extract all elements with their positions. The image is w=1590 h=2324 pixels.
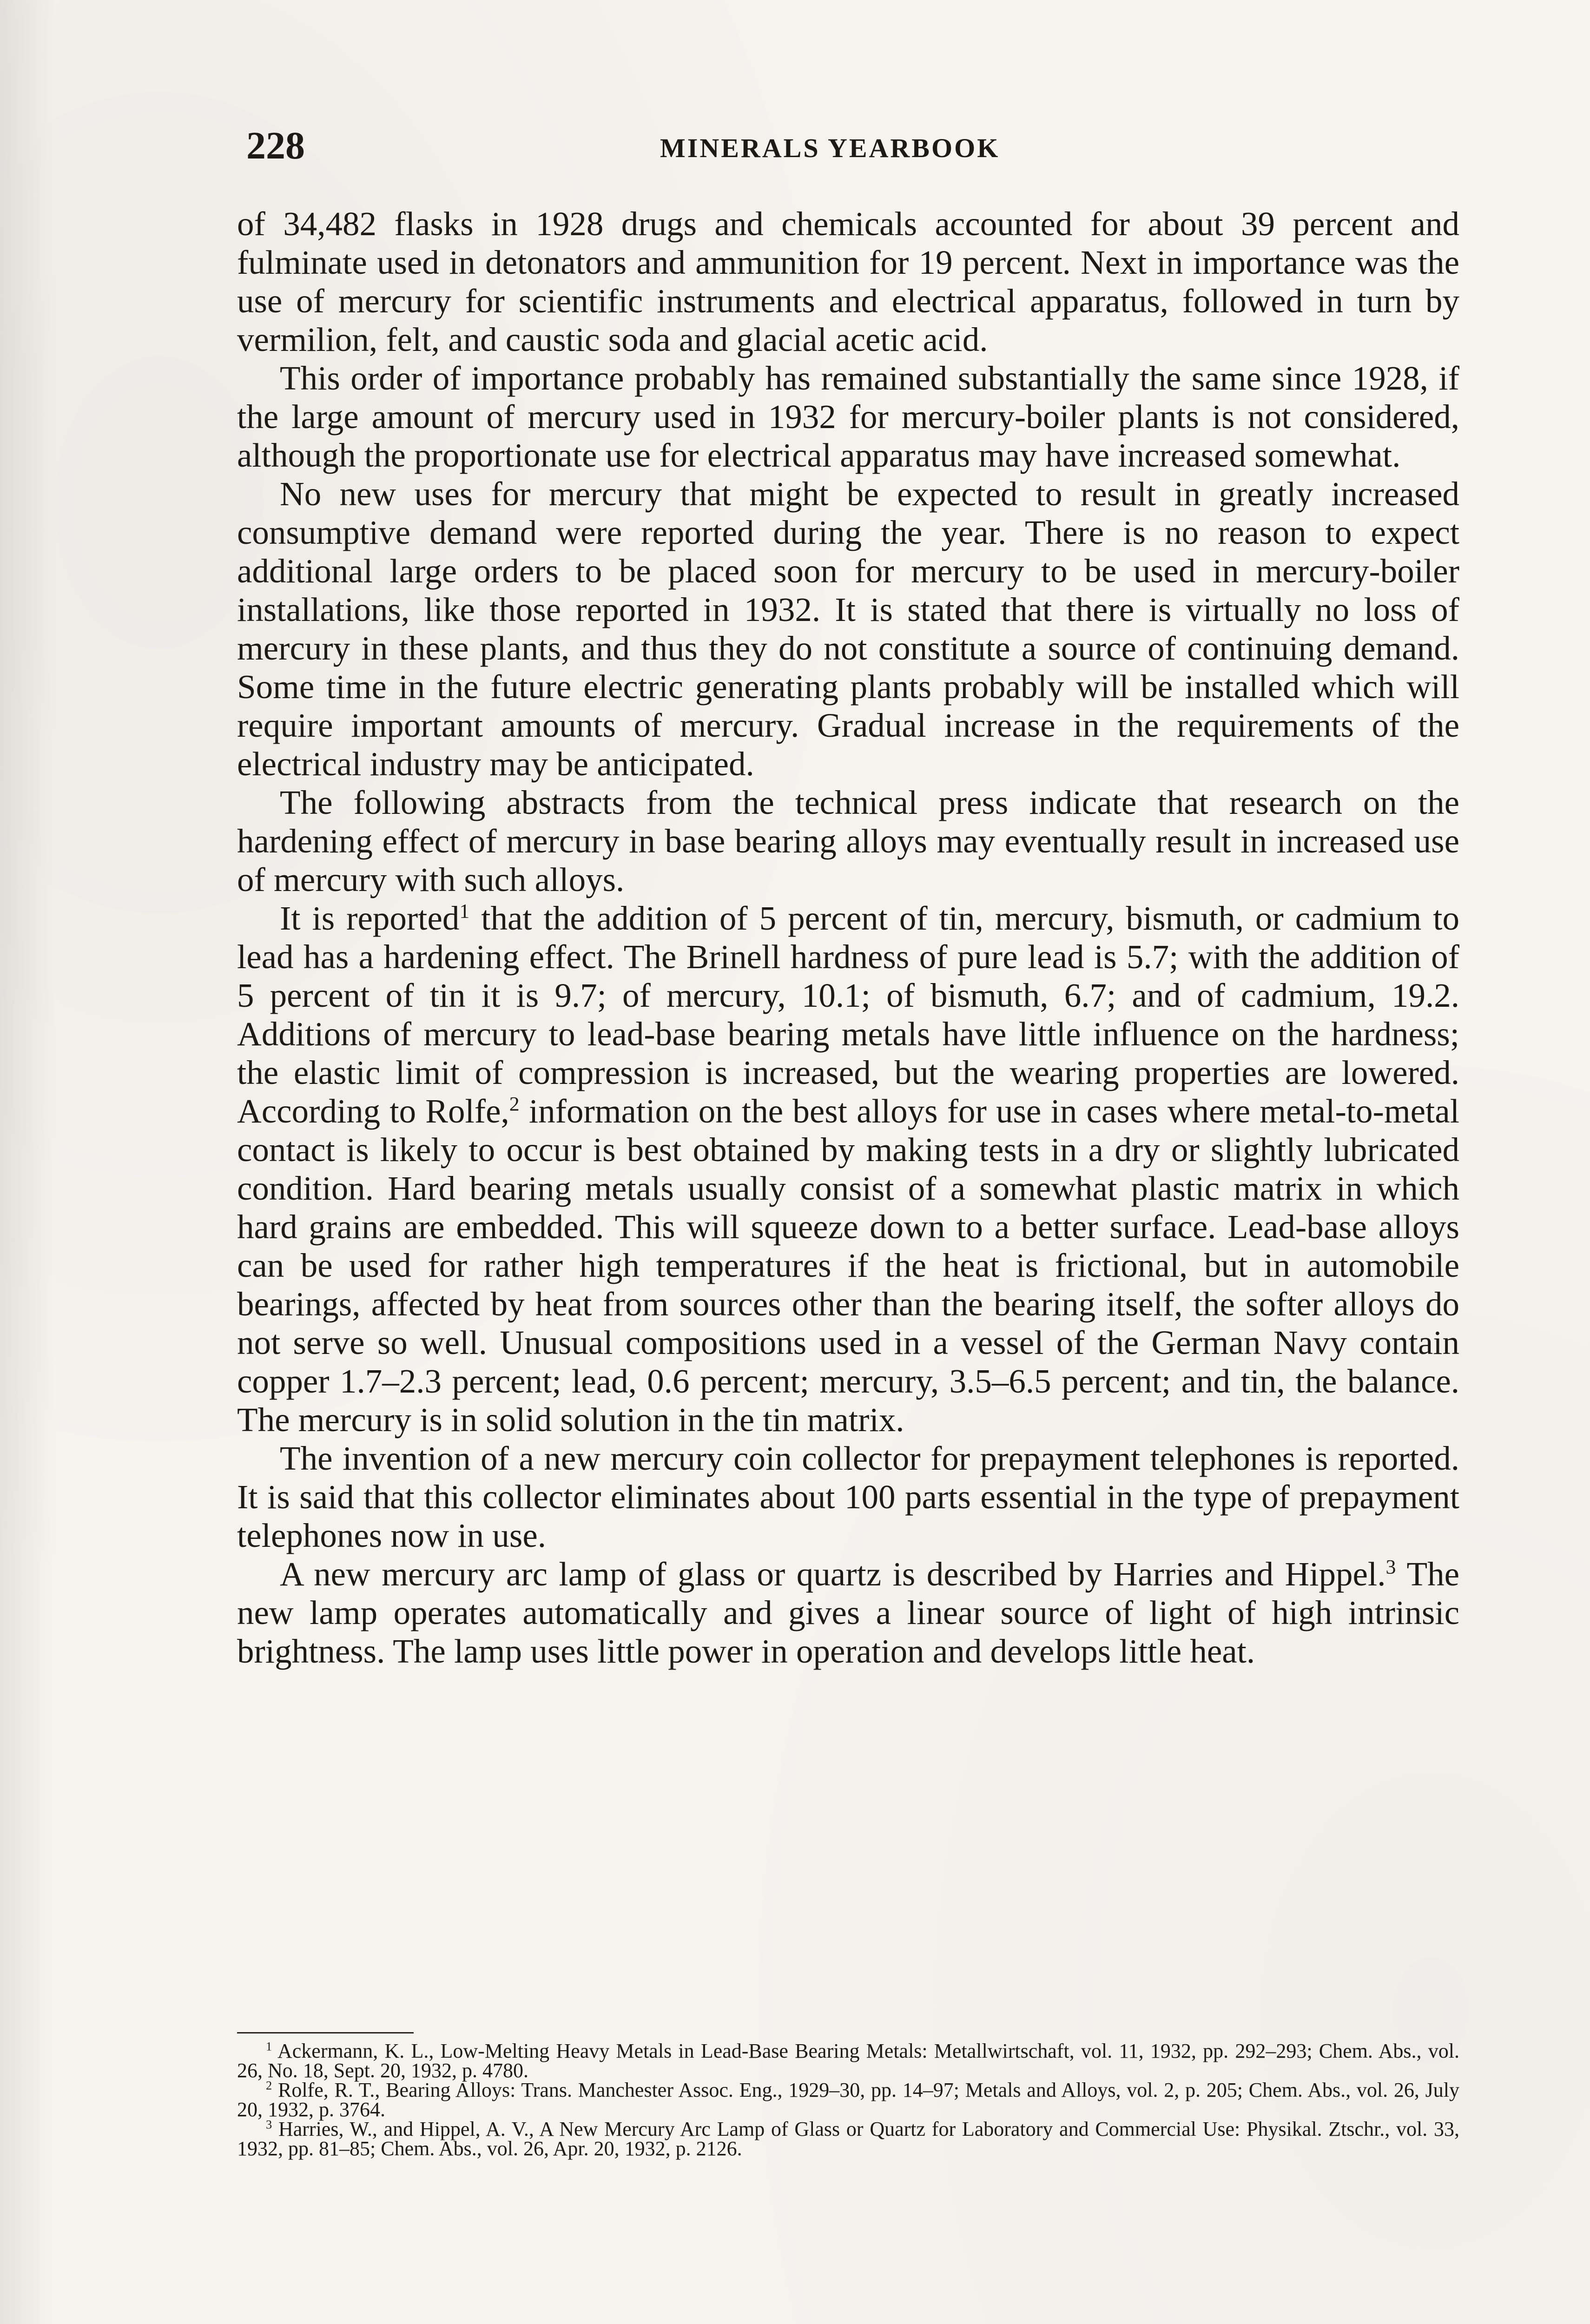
footnote-marker: 2 bbox=[266, 2078, 272, 2093]
page-number: 228 bbox=[246, 124, 305, 167]
footnote-2 bbox=[237, 2080, 1459, 2119]
paragraph-2: This order of importance probably has remained substantially the same since 1928, if the large amount of mercury used in 1932 for mercury-boiler plants is not considered, although the proportionate use for electrical apparatus may have increased somewhat. bbox=[237, 359, 1459, 474]
paragraph-6: The invention of a new mercury coin collector for prepayment telephones is reported. It is said that this collector eliminates about 100 parts essential in the type of prepayment telephones now in use. bbox=[237, 1439, 1459, 1554]
footnote-ref-2: 2 bbox=[509, 1093, 520, 1116]
footnote-divider bbox=[237, 2032, 414, 2034]
body-text bbox=[237, 205, 1459, 1670]
paragraph-7-text-a: A new mercury arc lamp of glass or quartz is described by Harries and Hippel. bbox=[280, 1555, 1386, 1593]
footnotes bbox=[237, 2041, 1459, 2159]
paragraph-7-text-b: The new lamp operates automatically and gives a linear source of light of high intrinsic brightness. The lamp uses little power in operation and develops little heat. bbox=[237, 1555, 1459, 1670]
paragraph-4: The following abstracts from the technical press indicate that research on the hardening effect of mercury in base bearing alloys may eventually result in increased use of mercury with such alloys. bbox=[237, 784, 1459, 898]
footnote-1 bbox=[237, 2041, 1459, 2080]
page-edge-shadow bbox=[0, 0, 56, 2324]
footnote-text: Rolfe, R. T., Bearing Alloys: Trans. Manchester Assoc. Eng., 1929–30, pp. 14–97; Metals and Alloys, vol. 2, p. 205; Chem. Abs., vol. 26, July 20, 1932, p. 3764. bbox=[237, 2079, 1459, 2121]
paragraph-3: No new uses for mercury that might be expected to result in greatly increased consumptive demand were reported during the year. There is no reason to expect additional large orders to be placed soon for mercury to be used in mercury-boiler installations, like those reported in 1932. It is stated that there is virtually no loss of mercury in these plants, and thus they do not constitute a source of continuing demand. Some time in the future electric generating plants probably will be installed which will require important amounts of mercury. Gradual increase in the requirements of the electrical industry may be anticipated. bbox=[237, 475, 1459, 783]
paragraph-5-text-c: information on the best alloys for use in cases where metal-to-metal contact is likely to occur is best obtained by making tests in a dry or slightly lubricated condition. Hard bearing metals usually consist of a somewhat plastic matrix in which hard grains are embedded. This will squeeze down to a better surface. Lead-base alloys can be used for rather high temperatures if the heat is frictional, but in automobile bearings, affected by heat from sources other than the bearing itself, the softer alloys do not serve so well. Unusual compositions used in a vessel of the German Navy contain copper 1.7–2.3 percent; lead, 0.6 percent; mercury, 3.5–6.5 percent; and tin, the balance. The mercury is in solid solution in the tin matrix. bbox=[237, 1092, 1459, 1439]
running-title: MINERALS YEARBOOK bbox=[660, 133, 1000, 163]
footnote-marker: 1 bbox=[266, 2039, 272, 2053]
footnote-marker: 3 bbox=[266, 2117, 272, 2132]
footnote-ref-1: 1 bbox=[459, 900, 470, 923]
footnote-text: Ackermann, K. L., Low-Melting Heavy Metals in Lead-Base Bearing Metals: Metallwirtschaft, vol. 11, 1932, pp. 292–293; Chem. Abs., vol. 26, No. 18, Sept. 20, 1932, p. 4780. bbox=[237, 2040, 1459, 2082]
paragraph-7 bbox=[237, 1555, 1459, 1670]
paragraph-5-text-a: It is reported bbox=[280, 899, 460, 937]
paragraph-5 bbox=[237, 899, 1459, 1439]
footnote-3 bbox=[237, 2119, 1459, 2159]
footnote-text: Harries, W., and Hippel, A. V., A New Mercury Arc Lamp of Glass or Quartz for Laboratory and Commercial Use: Physikal. Ztschr., vol. 33, 1932, pp. 81–85; Chem. Abs., vol. 26, Apr. 20, 1932, p. 2126. bbox=[237, 2118, 1460, 2160]
paragraph-5-text-b: that the addition of 5 percent of tin, mercury, bismuth, or cadmium to lead has a hardening effect. The Brinell hardness of pure lead is 5.7; with the addition of 5 percent of tin it is 9.7; of mercury, 10.1; of bismuth, 6.7; and of cadmium, 19.2. Additions of mercury to lead-base bearing metals have little influence on the hardness; the elastic limit of compression is increased, but the wearing properties are lowered. According to Rolfe, bbox=[237, 899, 1459, 1130]
footnote-ref-3: 3 bbox=[1385, 1556, 1396, 1578]
paragraph-1: of 34,482 flasks in 1928 drugs and chemicals accounted for about 39 percent and fulminate used in detonators and ammunition for 19 percent. Next in importance was the use of mercury for scientific instruments and electrical apparatus, followed in turn by vermilion, felt, and caustic soda and glacial acetic acid. bbox=[237, 205, 1459, 358]
page-header bbox=[246, 126, 1455, 182]
